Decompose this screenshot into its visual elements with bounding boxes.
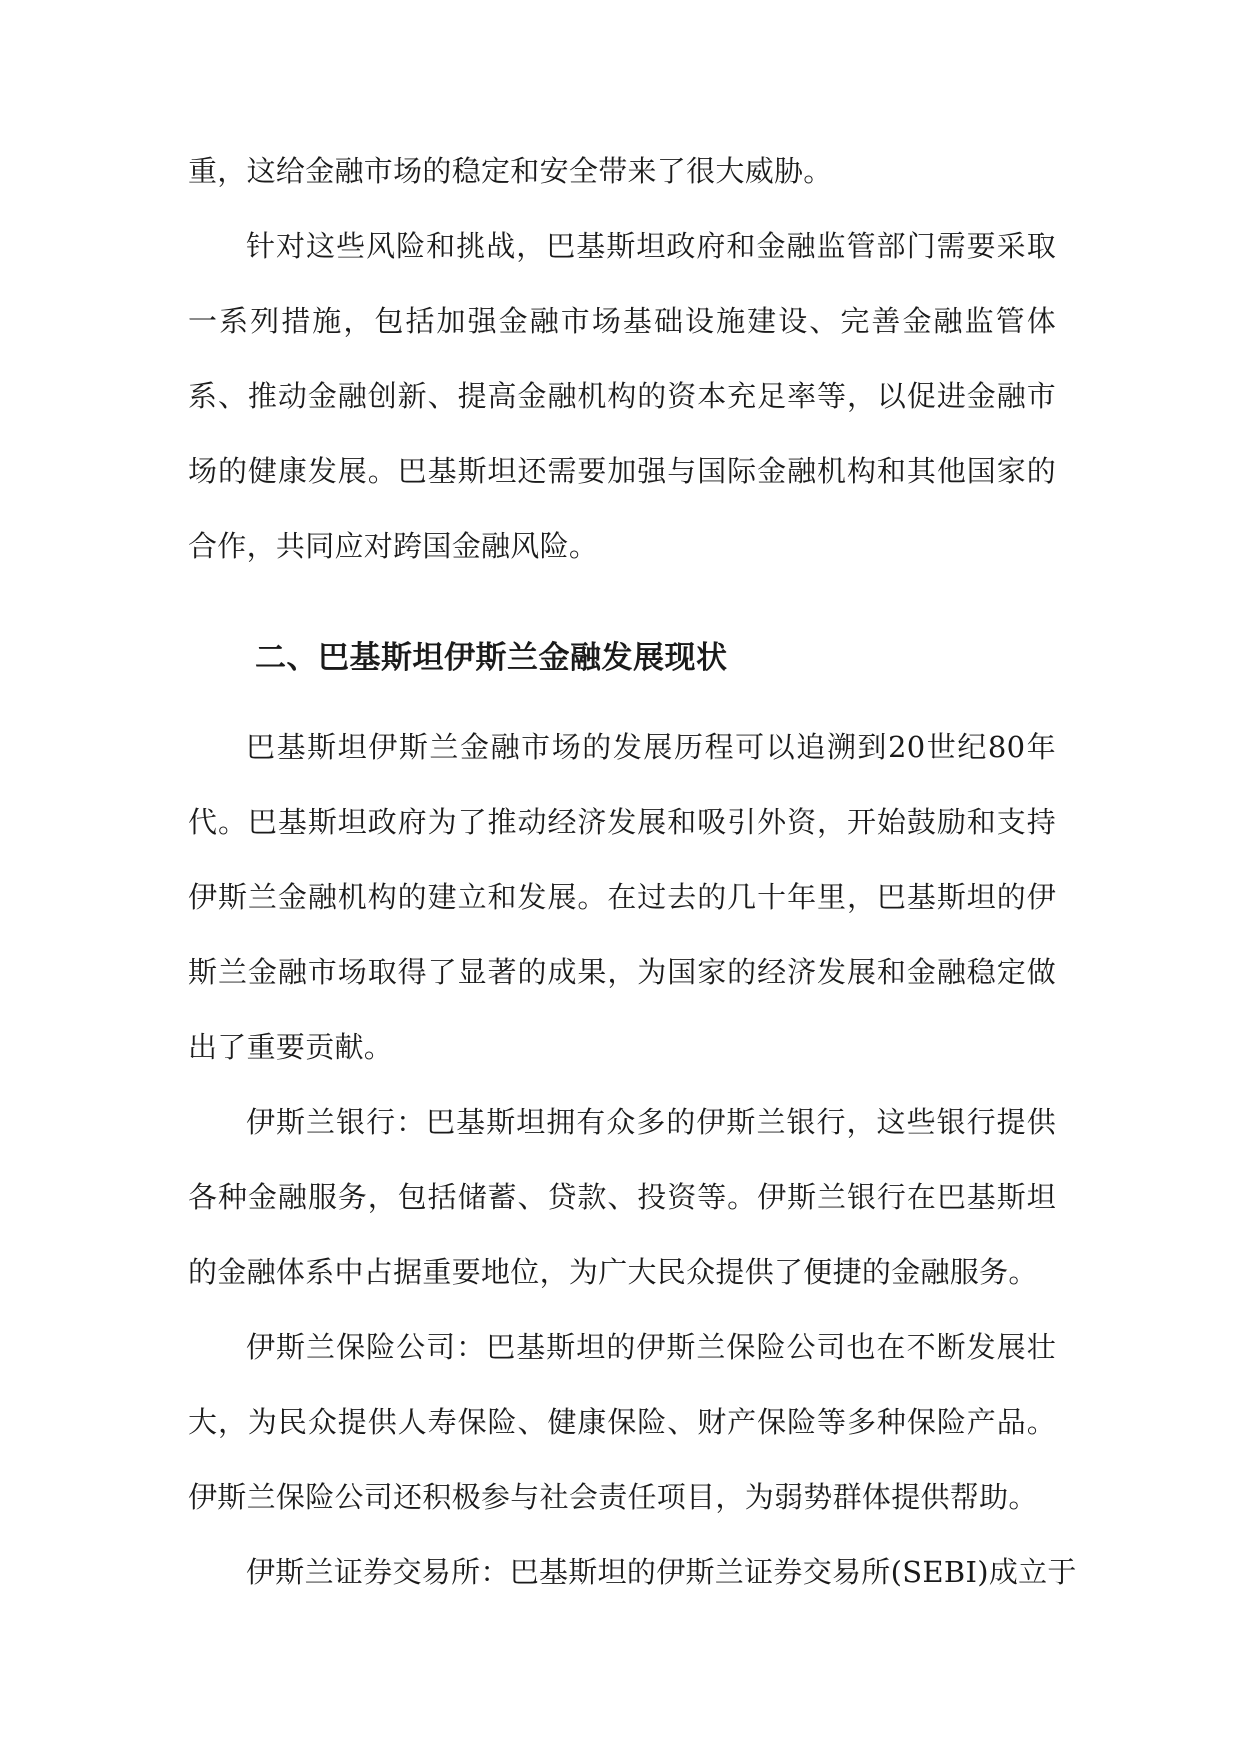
section-heading: 二、巴基斯坦伊斯兰金融发展现状 xyxy=(255,640,728,676)
paragraph-islamic-insurance: 伊斯兰保险公司：巴基斯坦的伊斯兰保险公司也在不断发展壮大，为民众提供人寿保险、健康保险、财产保险等多种保险产品。伊斯兰保险公司还积极参与社会责任项目，为弱势群体提供帮助。 xyxy=(188,1330,1056,1514)
paragraph-risk-measures: 针对这些风险和挑战，巴基斯坦政府和金融监管部门需要采取一系列措施，包括加强金融市场基础设施建设、完善金融监管体系、推动金融创新、提高金融机构的资本充足率等，以促进金融市场的健康发展。巴基斯坦还需要加强与国际金融机构和其他国家的合作，共同应对跨国金融风险。 xyxy=(188,229,1056,563)
paragraph-continuation: 重，这给金融市场的稳定和安全带来了很大威胁。 xyxy=(188,154,833,188)
paragraph-islamic-banks: 伊斯兰银行：巴基斯坦拥有众多的伊斯兰银行，这些银行提供各种金融服务，包括储蓄、贷款、投资等。伊斯兰银行在巴基斯坦的金融体系中占据重要地位，为广大民众提供了便捷的金融服务。 xyxy=(188,1105,1056,1289)
paragraph-securities-exchange: 伊斯兰证券交易所：巴基斯坦的伊斯兰证券交易所(SEBI)成立于 xyxy=(246,1555,1077,1589)
paragraph-history: 巴基斯坦伊斯兰金融市场的发展历程可以追溯到20世纪80年代。巴基斯坦政府为了推动经济发展和吸引外资，开始鼓励和支持伊斯兰金融机构的建立和发展。在过去的几十年里，巴基斯坦的伊斯兰金融市场取得了显著的成果，为国家的经济发展和金融稳定做出了重要贡献。 xyxy=(188,730,1056,1064)
